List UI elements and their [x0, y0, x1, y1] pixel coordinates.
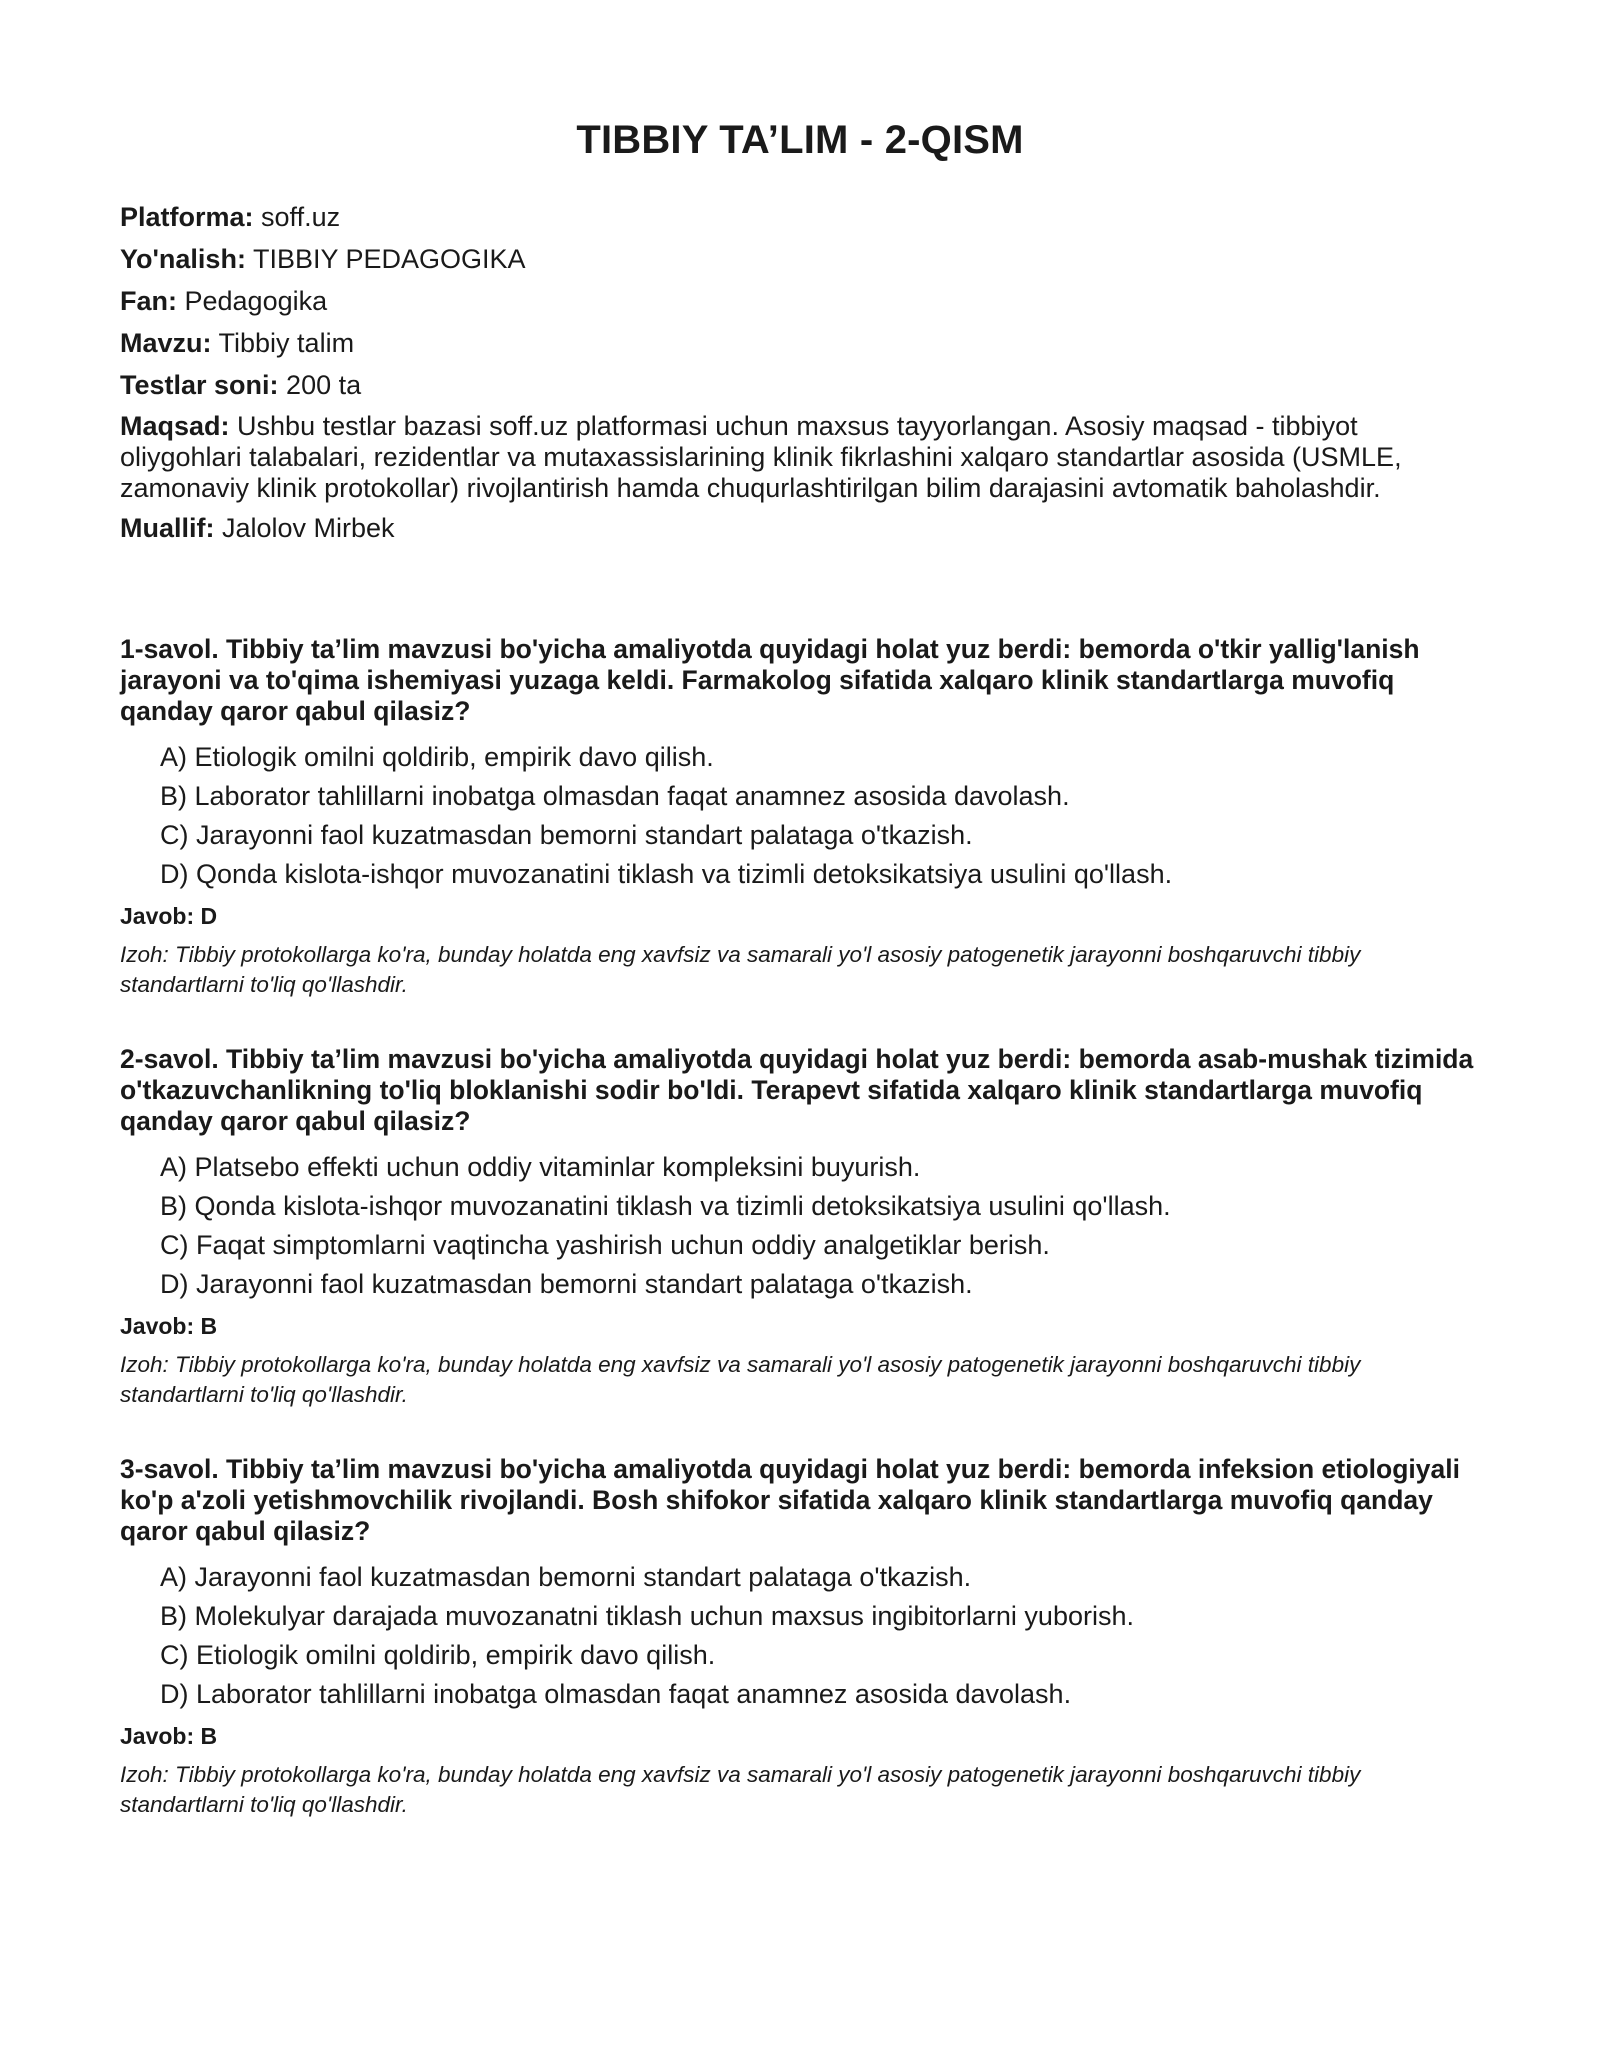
document-meta	[120, 201, 1480, 544]
document-title: TIBBIY TA’LIM - 2-QISM	[576, 118, 1024, 162]
option-list	[120, 1151, 1480, 1300]
option-d: D) Qonda kislota-ishqor muvozanatini tiklash va tizimli detoksikatsiya usulini qo'llash.	[160, 859, 1173, 889]
meta-test-count-value: 200 ta	[278, 370, 362, 400]
meta-topic-value: Tibbiy talim	[211, 328, 355, 358]
question-item	[120, 1044, 1480, 1410]
option-a: A) Etiologik omilni qoldirib, empirik davo qilish.	[160, 742, 714, 772]
question-text: 3-savol. Tibbiy ta’lim mavzusi bo'yicha amaliyotda quyidagi holat yuz berdi: bemorda infeksion etiologiyali ko'p a'zoli yetishmovchilik rivojlandi. Bosh shifokor sifatida xalqaro klinik standartlarga muvofiq qanday qaror qabul qilasiz?	[120, 1454, 1460, 1546]
meta-author	[120, 512, 1480, 544]
answer-label: Javob: B	[120, 1313, 218, 1339]
meta-platform-key: Platforma:	[120, 202, 254, 232]
option-c: C) Jarayonni faol kuzatmasdan bemorni standart palataga o'tkazish.	[160, 820, 973, 850]
meta-test-count-key: Testlar soni:	[120, 370, 279, 400]
option-c: C) Etiologik omilni qoldirib, empirik davo qilish.	[160, 1640, 716, 1670]
meta-subject-key: Fan:	[120, 286, 177, 316]
option-a: A) Jarayonni faol kuzatmasdan bemorni standart palataga o'tkazish.	[160, 1562, 972, 1592]
option-a: A) Platsebo effekti uchun oddiy vitaminlar kompleksini buyurish.	[160, 1152, 921, 1182]
option-list	[120, 741, 1480, 890]
question-item	[120, 1454, 1480, 1820]
meta-author-value: Jalolov Mirbek	[214, 513, 395, 543]
option-b: B) Laborator tahlillarni inobatga olmasdan faqat anamnez asosida davolash.	[160, 781, 1070, 811]
option-c: C) Faqat simptomlarni vaqtincha yashirish uchun oddiy analgetiklar berish.	[160, 1230, 1050, 1260]
meta-goal-key: Maqsad:	[120, 411, 230, 441]
meta-topic-key: Mavzu:	[120, 328, 212, 358]
explanation-note: Izoh: Tibbiy protokollarga ko'ra, bunday holatda eng xavfsiz va samarali yo'l asosiy patogenetik jarayonni boshqaruvchi tibbiy standartlarni to'liq qo'llashdir.	[120, 1762, 1361, 1817]
meta-goal	[120, 411, 1480, 504]
question-text: 2-savol. Tibbiy ta’lim mavzusi bo'yicha amaliyotda quyidagi holat yuz berdi: bemorda asab-mushak tizimida o'tkazuvchanlikning to'liq bloklanishi sodir bo'ldi. Terapevt sifatida xalqaro klinik standartlarga muvofiq qanday qaror qabul qilasiz?	[120, 1044, 1474, 1136]
meta-platform-value: soff.uz	[253, 202, 341, 232]
meta-direction	[120, 243, 1480, 275]
meta-direction-value: TIBBIY PEDAGOGIKA	[245, 244, 526, 274]
option-d: D) Jarayonni faol kuzatmasdan bemorni standart palataga o'tkazish.	[160, 1269, 973, 1299]
option-d: D) Laborator tahlillarni inobatga olmasdan faqat anamnez asosida davolash.	[160, 1679, 1072, 1709]
option-b: B) Molekulyar darajada muvozanatni tiklash uchun maxsus ingibitorlarni yuborish.	[160, 1601, 1134, 1631]
meta-goal-value: Ushbu testlar bazasi soff.uz platformasi uchun maxsus tayyorlangan. Asosiy maqsad - tibbiyot oliygohlari talabalari, rezidentlar va mutaxassislarining klinik fikrlashini xalqaro standartlar asosida (USMLE, zamonaviy klinik protokollar) rivojlantirish hamda chuqurlashtirilgan bilim darajasini avtomatik baholashdir.	[120, 411, 1402, 503]
explanation-note: Izoh: Tibbiy protokollarga ko'ra, bunday holatda eng xavfsiz va samarali yo'l asosiy patogenetik jarayonni boshqaruvchi tibbiy standartlarni to'liq qo'llashdir.	[120, 1352, 1361, 1407]
question-item	[120, 634, 1480, 1000]
option-list	[120, 1561, 1480, 1710]
meta-subject-value: Pedagogika	[177, 286, 328, 316]
option-b: B) Qonda kislota-ishqor muvozanatini tiklash va tizimli detoksikatsiya usulini qo'llash.	[160, 1191, 1171, 1221]
question-list	[120, 634, 1480, 1820]
meta-topic	[120, 327, 1480, 359]
explanation-note: Izoh: Tibbiy protokollarga ko'ra, bunday holatda eng xavfsiz va samarali yo'l asosiy patogenetik jarayonni boshqaruvchi tibbiy standartlarni to'liq qo'llashdir.	[120, 942, 1361, 997]
meta-subject	[120, 285, 1480, 317]
answer-label: Javob: D	[120, 903, 218, 929]
meta-direction-key: Yo'nalish:	[120, 244, 246, 274]
meta-platform	[120, 201, 1480, 233]
answer-label: Javob: B	[120, 1723, 218, 1749]
question-text: 1-savol. Tibbiy ta’lim mavzusi bo'yicha amaliyotda quyidagi holat yuz berdi: bemorda o'tkir yallig'lanish jarayoni va to'qima ishemiyasi yuzaga keldi. Farmakolog sifatida xalqaro klinik standartlarga muvofiq qanday qaror qabul qilasiz?	[120, 634, 1420, 726]
meta-test-count	[120, 369, 1480, 401]
meta-author-key: Muallif:	[120, 513, 215, 543]
